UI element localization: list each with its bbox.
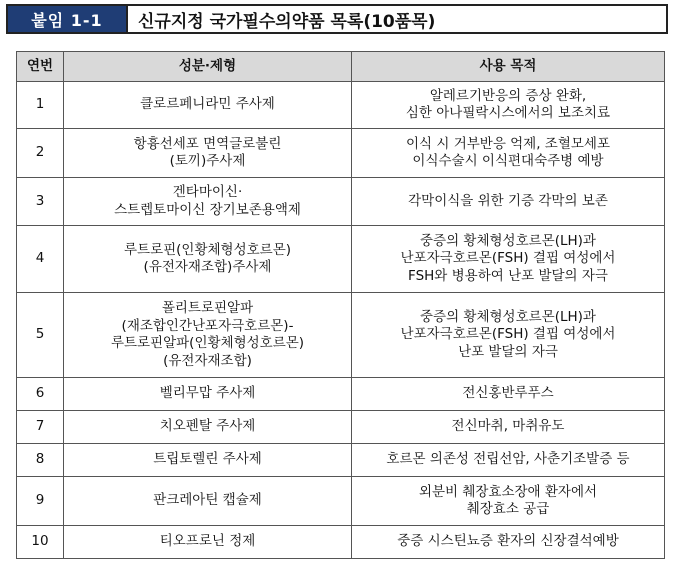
ingredient-line: 판크레아틴 캡슐제 <box>153 492 262 509</box>
ingredient-line: 겐타마이신· <box>172 184 243 200</box>
row-number: 3 <box>17 178 64 226</box>
purpose-line: 췌장효소 공급 <box>466 501 550 517</box>
purpose-line: 전신마취, 마취유도 <box>451 418 565 435</box>
purpose-line: 난포 발달의 자극 <box>458 343 558 360</box>
table-row <box>17 129 665 178</box>
row-number: 1 <box>17 82 64 129</box>
title-bar <box>6 4 668 34</box>
essential-medicines-table <box>16 51 665 559</box>
table-row <box>17 378 665 411</box>
ingredient-line: 스트렙토마이신 장기보존용액제 <box>114 201 301 218</box>
purpose-line: 중증의 황체형성호르몬(LH)과 <box>420 308 596 325</box>
table-row <box>17 526 665 559</box>
purpose-cell <box>352 444 665 477</box>
row-number: 2 <box>17 129 64 178</box>
ingredient-line: 루트로핀알파(인황체형성호르몬) <box>110 335 305 351</box>
row-number: 7 <box>17 411 64 444</box>
page-title: 신규지정 국가필수의약품 목록(10품목) <box>138 11 436 32</box>
purpose-line: 이식수술시 이식편대숙주병 예방 <box>412 153 604 169</box>
purpose-cell <box>352 293 665 378</box>
table-row <box>17 477 665 526</box>
table-row <box>17 444 665 477</box>
purpose-cell <box>352 526 665 559</box>
column-header-purpose: 사용 목적 <box>352 52 665 82</box>
purpose-cell <box>352 226 665 293</box>
purpose-line: 외분비 췌장효소장애 환자에서 <box>418 483 598 500</box>
ingredient-line: 폴리트로핀알파 <box>161 300 254 316</box>
row-number: 9 <box>17 477 64 526</box>
ingredient-cell <box>64 129 352 178</box>
ingredient-line: 루트로핀(인황체형성호르몬) <box>123 241 292 258</box>
purpose-cell <box>352 378 665 411</box>
purpose-line: 호르몬 의존성 전립선암, 사춘기조발증 등 <box>386 451 630 468</box>
purpose-cell <box>352 477 665 526</box>
purpose-line: 중증의 황체형성호르몬(LH)과 <box>420 232 596 249</box>
ingredient-cell <box>64 411 352 444</box>
purpose-line: 중증 시스틴뇨증 환자의 신장결석예방 <box>397 533 619 550</box>
ingredient-line: 트립토렐린 주사제 <box>153 451 262 468</box>
purpose-line: 난포자극호르몬(FSH) 결핍 여성에서 <box>400 326 616 343</box>
column-header-ingredient: 성분·제형 <box>64 52 352 82</box>
table-row <box>17 82 665 129</box>
ingredient-cell <box>64 378 352 411</box>
purpose-line: 난포자극호르몬(FSH) 결핍 여성에서 <box>400 250 616 267</box>
ingredient-cell <box>64 293 352 378</box>
purpose-line: 알레르기반응의 증상 완화, <box>429 87 587 104</box>
ingredient-cell <box>64 178 352 226</box>
ingredient-cell <box>64 444 352 477</box>
appendix-badge: 붙임 1-1 <box>8 6 128 32</box>
purpose-line: 심한 아나필락시스에서의 보조치료 <box>405 105 611 121</box>
table-row <box>17 293 665 378</box>
purpose-line: 이식 시 거부반응 억제, 조혈모세포 <box>405 135 611 152</box>
ingredient-cell <box>64 226 352 293</box>
table-row <box>17 178 665 226</box>
row-number: 8 <box>17 444 64 477</box>
row-number: 10 <box>17 526 64 559</box>
purpose-cell <box>352 411 665 444</box>
purpose-cell <box>352 82 665 129</box>
row-number: 4 <box>17 226 64 293</box>
ingredient-line: 클로르페니라민 주사제 <box>140 96 275 113</box>
table-row <box>17 411 665 444</box>
row-number: 5 <box>17 293 64 378</box>
purpose-cell <box>352 178 665 226</box>
table-row <box>17 226 665 293</box>
ingredient-line: (유전자재조합) <box>163 352 252 369</box>
purpose-line: FSH와 병용하여 난포 발달의 자극 <box>408 267 608 284</box>
ingredient-cell <box>64 82 352 129</box>
ingredient-cell <box>64 526 352 559</box>
ingredient-line: 티오프로닌 정제 <box>159 533 256 550</box>
ingredient-line: (토끼)주사제 <box>169 153 246 169</box>
ingredient-line: 치오펜탈 주사제 <box>159 418 256 435</box>
purpose-line: 각막이식을 위한 기증 각막의 보존 <box>408 192 608 209</box>
ingredient-line: 항흉선세포 면역글로불린 <box>133 135 282 152</box>
ingredient-line: (재조합인간난포자극호르몬)- <box>121 317 294 334</box>
row-number: 6 <box>17 378 64 411</box>
column-header-number: 연번 <box>17 52 64 82</box>
table-header-row <box>17 52 665 82</box>
ingredient-line: 벨리무맙 주사제 <box>159 385 256 402</box>
ingredient-line: (유전자재조합)주사제 <box>143 259 272 275</box>
purpose-line: 전신홍반루푸스 <box>462 385 554 402</box>
purpose-cell <box>352 129 665 178</box>
ingredient-cell <box>64 477 352 526</box>
